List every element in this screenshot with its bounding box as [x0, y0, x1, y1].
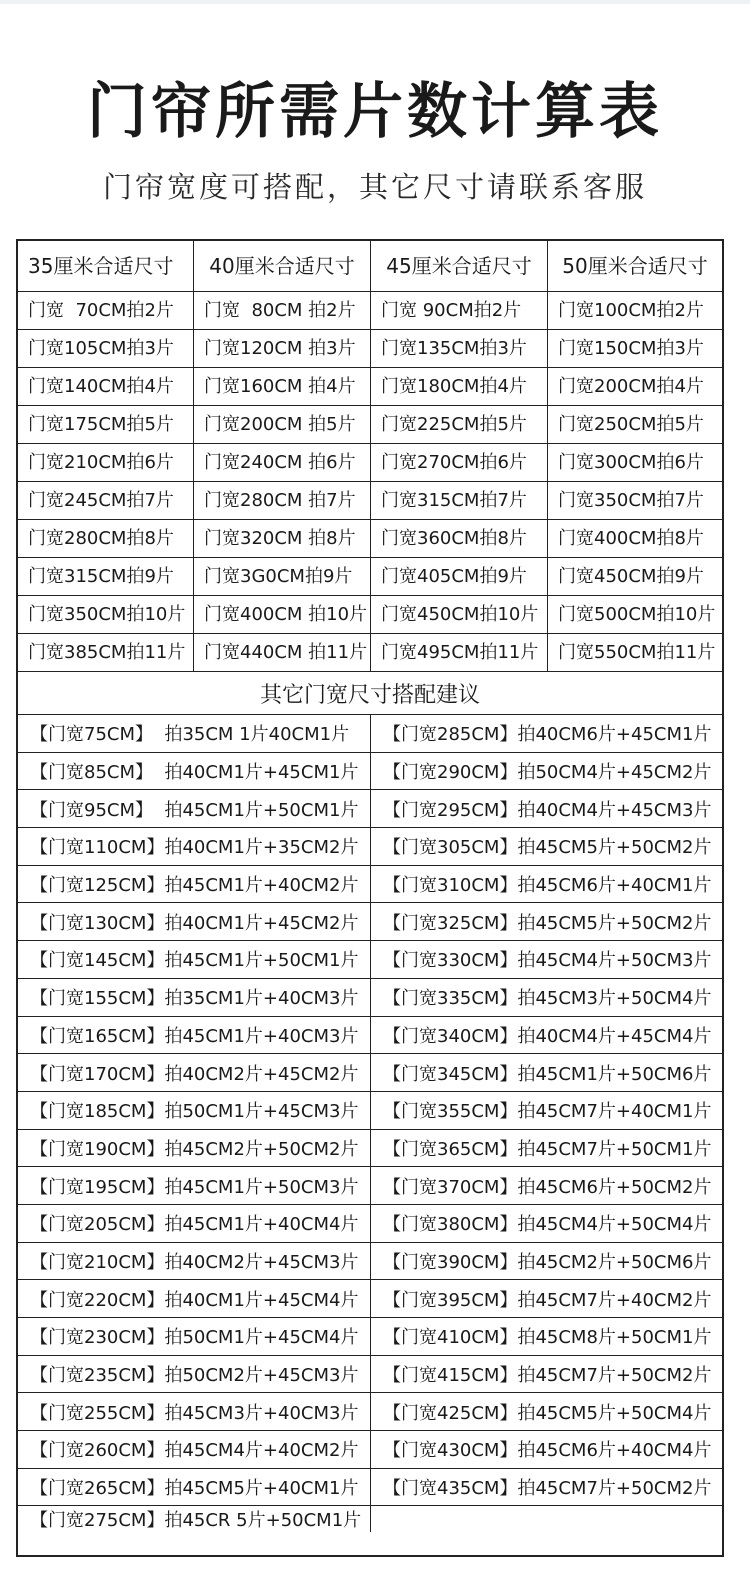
size-cell: 门宽280CM拍8片 [18, 520, 194, 558]
top-divider [0, 0, 750, 4]
size-cell: 门宽 70CM拍2片 [18, 292, 194, 330]
combo-cell: 【门宽165CM】拍45CM1片+40CM3片 [18, 1017, 371, 1055]
combo-cell: 【门宽335CM】拍45CM3片+50CM4片 [371, 979, 722, 1017]
size-cell: 门宽200CM 拍5片 [194, 406, 371, 444]
size-cell: 门宽450CM拍10片 [371, 596, 548, 634]
size-cell: 门宽280CM 拍7片 [194, 482, 371, 520]
size-cell: 门宽120CM 拍3片 [194, 330, 371, 368]
page-subtitle: 门帘宽度可搭配，其它尺寸请联系客服 [102, 170, 647, 204]
size-header-2: 40厘米合适尺寸 [194, 241, 371, 292]
size-cell: 门宽180CM拍4片 [371, 368, 548, 406]
combo-cell [371, 1506, 722, 1532]
combo-cell: 【门宽230CM】拍50CM1片+45CM4片 [18, 1318, 371, 1356]
combo-cell: 【门宽380CM】拍45CM4片+50CM4片 [371, 1205, 722, 1243]
combo-cell: 【门宽325CM】拍45CM5片+50CM2片 [371, 903, 722, 941]
combo-cell: 【门宽430CM】拍45CM6片+40CM4片 [371, 1431, 722, 1469]
combo-cell: 【门宽395CM】拍45CM7片+40CM2片 [371, 1280, 722, 1318]
other-sizes-table [18, 715, 722, 1532]
combo-cell: 【门宽260CM】拍45CM4片+40CM2片 [18, 1431, 371, 1469]
size-cell: 门宽315CM拍7片 [371, 482, 548, 520]
size-cell: 门宽 90CM拍2片 [371, 292, 548, 330]
size-cell: 门宽405CM拍9片 [371, 558, 548, 596]
combo-cell: 【门宽95CM】 拍45CM1片+50CM1片 [18, 790, 371, 828]
combo-cell: 【门宽190CM】拍45CM2片+50CM2片 [18, 1130, 371, 1168]
size-cell: 门宽400CM拍8片 [548, 520, 722, 558]
combo-cell: 【门宽365CM】拍45CM7片+50CM1片 [371, 1130, 722, 1168]
combo-cell: 【门宽85CM】 拍40CM1片+45CM1片 [18, 753, 371, 791]
size-cell: 门宽550CM拍11片 [548, 634, 722, 672]
size-cell: 门宽140CM拍4片 [18, 368, 194, 406]
size-cell: 门宽360CM拍8片 [371, 520, 548, 558]
combo-cell: 【门宽435CM】拍45CM7片+50CM2片 [371, 1469, 722, 1507]
size-header-3: 45厘米合适尺寸 [371, 241, 548, 292]
size-cell: 门宽225CM拍5片 [371, 406, 548, 444]
combo-cell: 【门宽155CM】拍35CM1片+40CM3片 [18, 979, 371, 1017]
size-cell: 门宽160CM 拍4片 [194, 368, 371, 406]
combo-cell: 【门宽410CM】拍45CM8片+50CM1片 [371, 1318, 722, 1356]
size-cell: 门宽400CM 拍10片 [194, 596, 371, 634]
combo-cell: 【门宽310CM】拍45CM6片+40CM1片 [371, 866, 722, 904]
size-header-4: 50厘米合适尺寸 [548, 241, 722, 292]
combo-cell: 【门宽275CM】拍45CR 5片+50CM1片 [18, 1506, 371, 1532]
combo-cell: 【门宽285CM】拍40CM6片+45CM1片 [371, 715, 722, 753]
size-cell: 门宽500CM拍10片 [548, 596, 722, 634]
combo-cell: 【门宽235CM】拍50CM2片+45CM3片 [18, 1356, 371, 1394]
size-cell: 门宽440CM 拍11片 [194, 634, 371, 672]
size-cell: 门宽200CM拍4片 [548, 368, 722, 406]
combo-cell: 【门宽255CM】拍45CM3片+40CM3片 [18, 1393, 371, 1431]
size-cell: 门宽300CM拍6片 [548, 444, 722, 482]
combo-cell: 【门宽345CM】拍45CM1片+50CM6片 [371, 1054, 722, 1092]
combo-cell: 【门宽195CM】拍45CM1片+50CM3片 [18, 1167, 371, 1205]
size-cell: 门宽250CM拍5片 [548, 406, 722, 444]
combo-cell: 【门宽290CM】拍50CM4片+45CM2片 [371, 753, 722, 791]
combo-cell: 【门宽295CM】拍40CM4片+45CM3片 [371, 790, 722, 828]
size-cell: 门宽320CM 拍8片 [194, 520, 371, 558]
combo-cell: 【门宽265CM】拍45CM5片+40CM1片 [18, 1469, 371, 1507]
size-cell: 门宽135CM拍3片 [371, 330, 548, 368]
combo-cell: 【门宽340CM】拍40CM4片+45CM4片 [371, 1017, 722, 1055]
size-cell: 门宽175CM拍5片 [18, 406, 194, 444]
size-cell: 门宽315CM拍9片 [18, 558, 194, 596]
size-cell: 门宽3G0CM拍9片 [194, 558, 371, 596]
size-cell: 门宽270CM拍6片 [371, 444, 548, 482]
curtain-calculation-table [16, 239, 724, 1557]
combo-cell: 【门宽130CM】拍40CM1片+45CM2片 [18, 903, 371, 941]
other-sizes-heading: 其它门宽尺寸搭配建议 [18, 672, 722, 715]
size-cell: 门宽210CM拍6片 [18, 444, 194, 482]
combo-cell: 【门宽205CM】拍45CM1片+40CM4片 [18, 1205, 371, 1243]
size-cell: 门宽385CM拍11片 [18, 634, 194, 672]
size-cell: 门宽 80CM 拍2片 [194, 292, 371, 330]
combo-cell: 【门宽355CM】拍45CM7片+40CM1片 [371, 1092, 722, 1130]
combo-cell: 【门宽210CM】拍40CM2片+45CM3片 [18, 1243, 371, 1281]
page-title: 门帘所需片数计算表 [87, 77, 663, 147]
combo-cell: 【门宽305CM】拍45CM5片+50CM2片 [371, 828, 722, 866]
combo-cell: 【门宽220CM】拍40CM1片+45CM4片 [18, 1280, 371, 1318]
combo-cell: 【门宽370CM】拍45CM6片+50CM2片 [371, 1167, 722, 1205]
size-header-1: 35厘米合适尺寸 [18, 241, 194, 292]
combo-cell: 【门宽390CM】拍45CM2片+50CM6片 [371, 1243, 722, 1281]
combo-cell: 【门宽425CM】拍45CM5片+50CM4片 [371, 1393, 722, 1431]
combo-cell: 【门宽415CM】拍45CM7片+50CM2片 [371, 1356, 722, 1394]
combo-cell: 【门宽145CM】拍45CM1片+50CM1片 [18, 941, 371, 979]
size-cell: 门宽450CM拍9片 [548, 558, 722, 596]
combo-cell: 【门宽75CM】 拍35CM 1片40CM1片 [18, 715, 371, 753]
size-cell: 门宽495CM拍11片 [371, 634, 548, 672]
size-table [18, 241, 722, 672]
size-cell: 门宽100CM拍2片 [548, 292, 722, 330]
size-cell: 门宽350CM拍10片 [18, 596, 194, 634]
combo-cell: 【门宽330CM】拍45CM4片+50CM3片 [371, 941, 722, 979]
size-cell: 门宽105CM拍3片 [18, 330, 194, 368]
combo-cell: 【门宽185CM】拍50CM1片+45CM3片 [18, 1092, 371, 1130]
combo-cell: 【门宽170CM】拍40CM2片+45CM2片 [18, 1054, 371, 1092]
size-cell: 门宽350CM拍7片 [548, 482, 722, 520]
size-cell: 门宽150CM拍3片 [548, 330, 722, 368]
size-cell: 门宽245CM拍7片 [18, 482, 194, 520]
combo-cell: 【门宽125CM】拍45CM1片+40CM2片 [18, 866, 371, 904]
size-cell: 门宽240CM 拍6片 [194, 444, 371, 482]
combo-cell: 【门宽110CM】拍40CM1片+35CM2片 [18, 828, 371, 866]
